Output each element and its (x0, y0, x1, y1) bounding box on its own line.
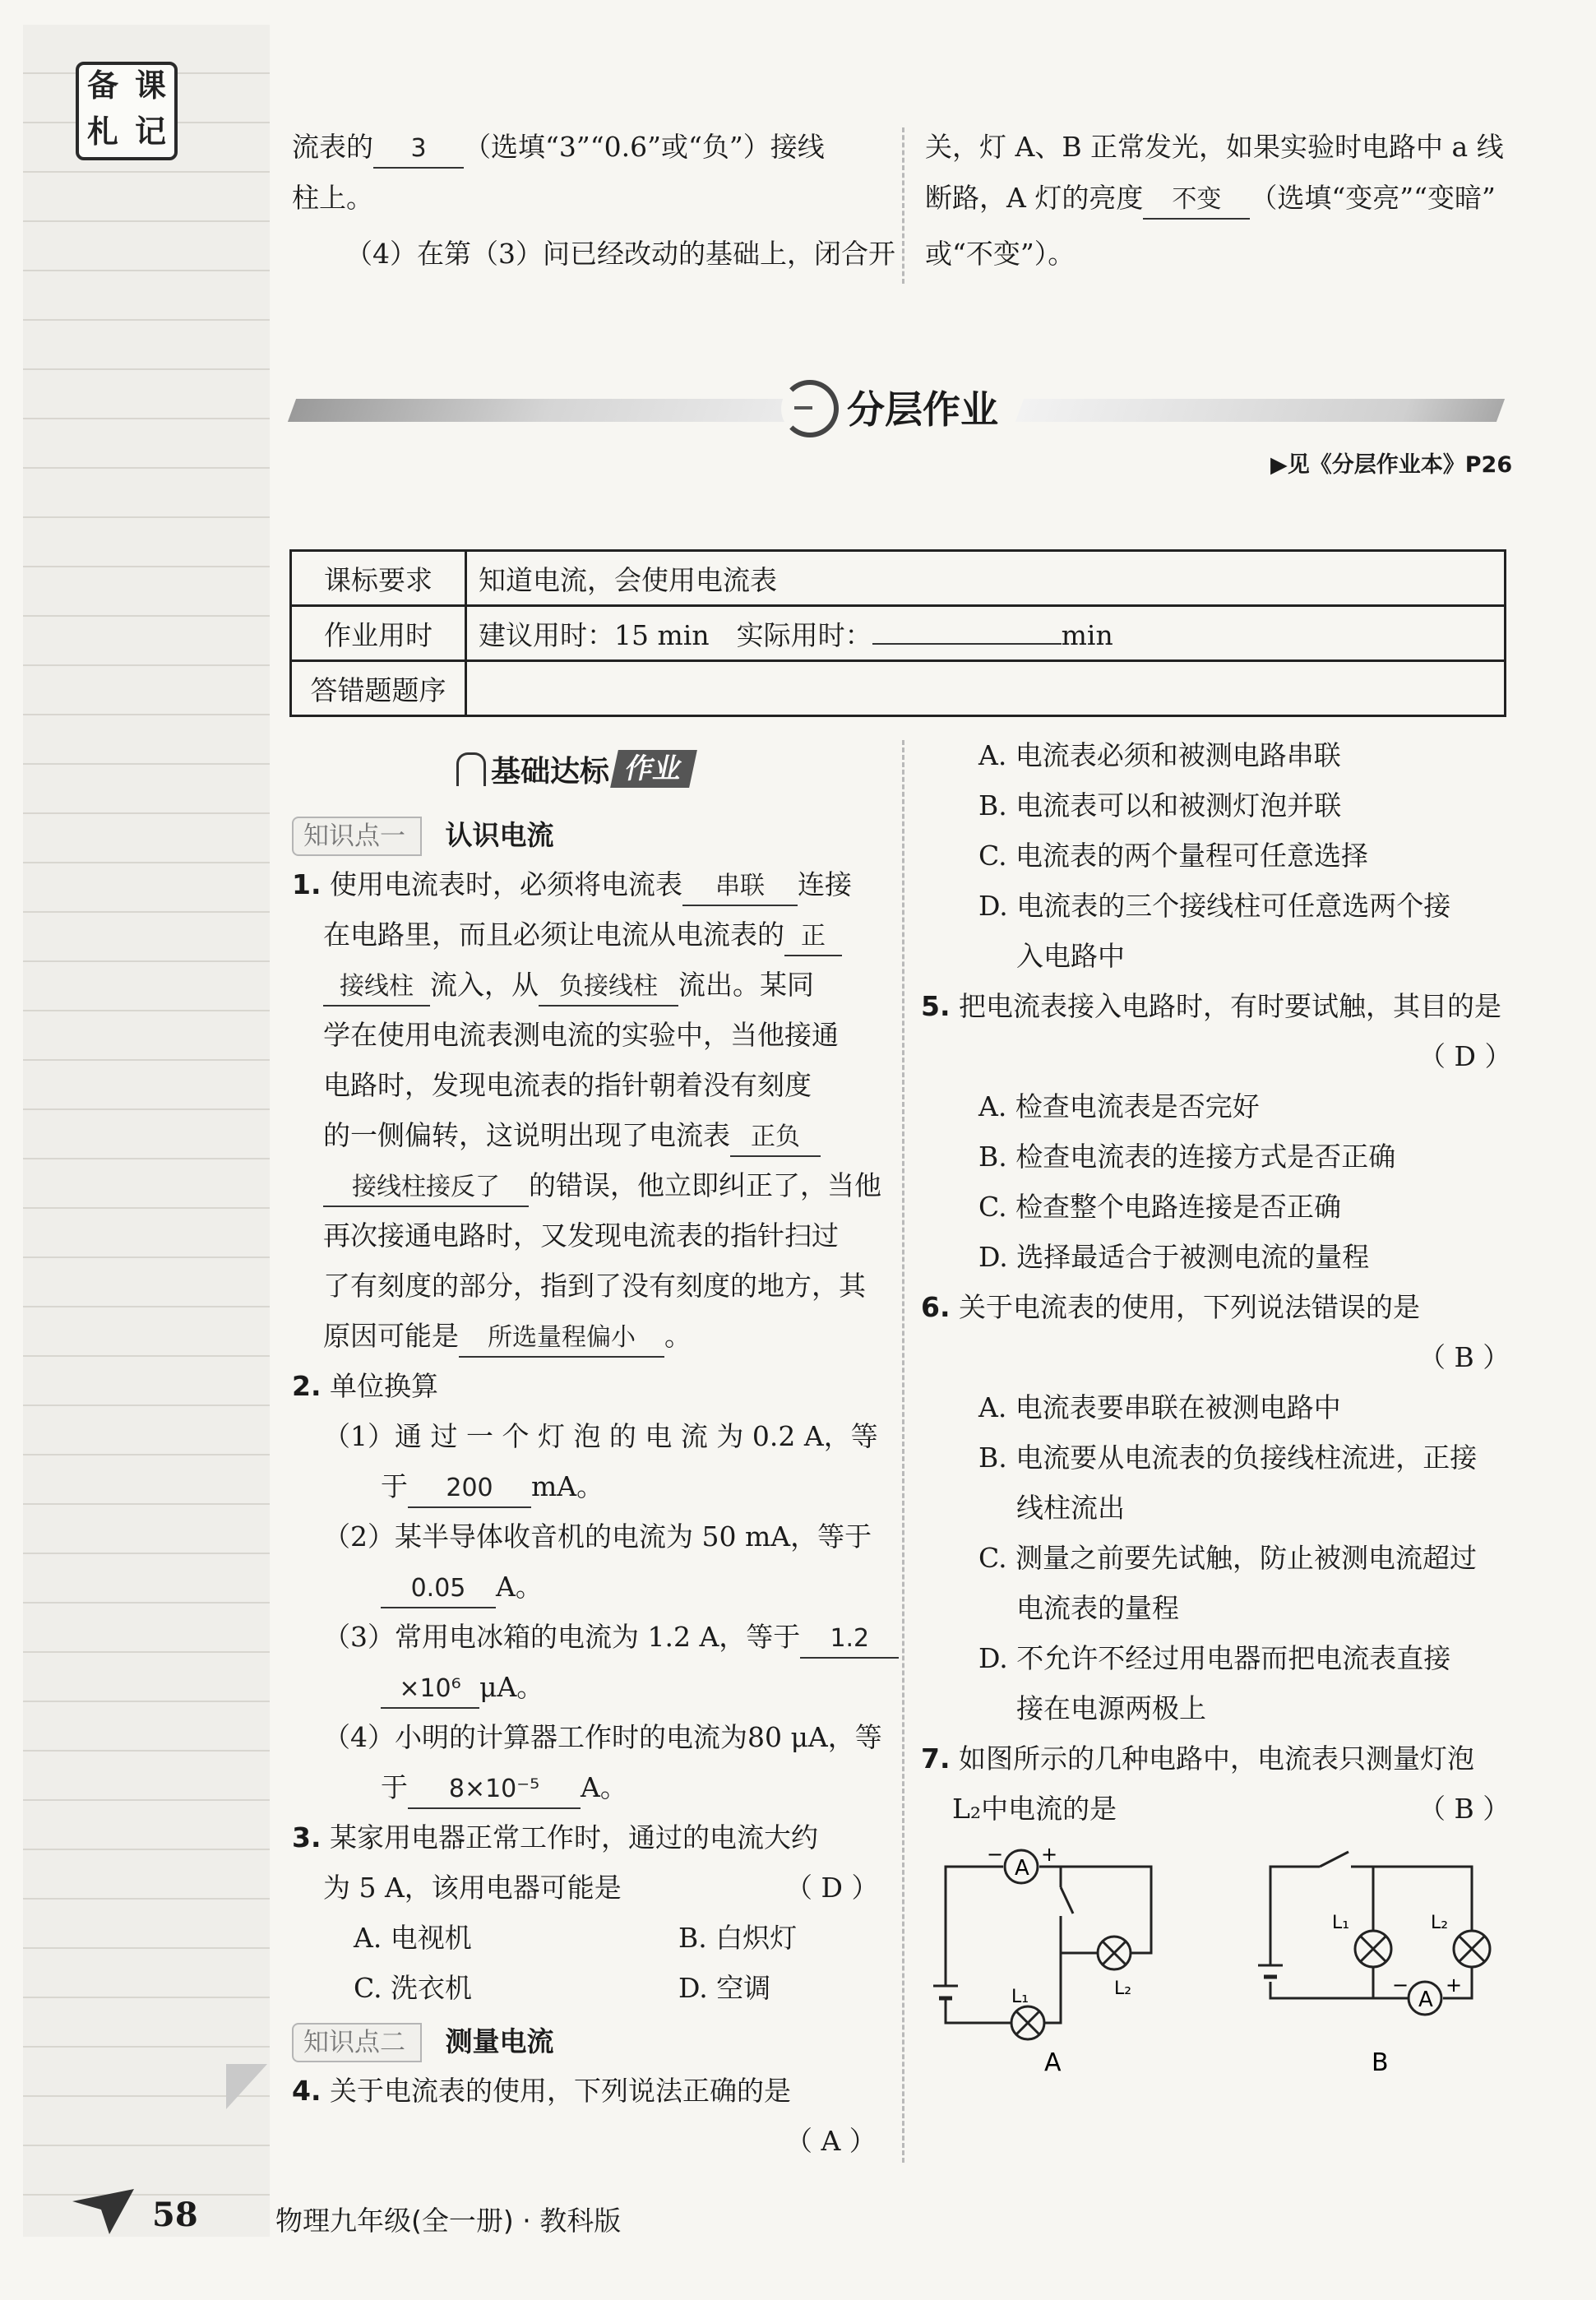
knowledge-point-1: 知识点一 认识电流 (292, 810, 554, 860)
knowledge-point-2: 知识点二 测量电流 (292, 2016, 554, 2066)
answer-bracket: （ B ） (1418, 1341, 1510, 1373)
svg-text:−: − (1392, 1974, 1409, 1997)
header-line: （4）在第（3）问已经改动的基础上，闭合开 (345, 238, 895, 270)
arrow-up-icon (456, 752, 486, 786)
svg-text:B: B (1372, 2048, 1389, 2076)
notes-sidebar (23, 25, 270, 2237)
notes-seal-logo: 备 课 札 记 (76, 62, 178, 160)
svg-text:A: A (1044, 2048, 1062, 2076)
switch-icon (1061, 1887, 1073, 1914)
option[interactable]: A. 电流表要串联在被测电路中 (978, 1391, 1341, 1423)
section-dash-icon (794, 406, 812, 410)
header-line: 流表的 3 （选填“3”“0.6”或“负”）接线 (292, 122, 825, 172)
option-continuation: 入电路中 (1016, 940, 1125, 972)
header-line: 柱上。 (292, 182, 373, 214)
option[interactable]: B. 电流要从电流表的负接线柱流进，正接 (978, 1442, 1478, 1474)
table-row (291, 606, 1506, 661)
table-row (291, 661, 1506, 716)
header-line: 断路，A 灯的亮度 不变 （选填“变亮”“变暗” (925, 173, 1496, 223)
svg-text:L₂: L₂ (1114, 1978, 1132, 1999)
switch-icon (1320, 1852, 1349, 1867)
requirement-table (289, 549, 1506, 717)
option[interactable]: D. 不允许不经过用电器而把电流表直接 (978, 1642, 1451, 1674)
title-band-right (1015, 399, 1505, 422)
svg-text:L₂: L₂ (1431, 1913, 1449, 1933)
option[interactable]: C. 测量之前要先试触，防止被测电流超过 (978, 1542, 1478, 1574)
svg-text:L₁: L₁ (1332, 1913, 1350, 1933)
answer-bracket: （ D ） (785, 1872, 879, 1904)
section-title: 分层作业 (847, 387, 998, 432)
title-band-left (288, 399, 806, 422)
answer-bracket: （ B ） (1418, 1793, 1510, 1825)
table-key: 课标要求 (291, 551, 466, 606)
option[interactable]: D. 空调 (678, 1972, 771, 2004)
answer-blank: 3 (373, 131, 464, 169)
option[interactable]: B. 白炽灯 (678, 1922, 798, 1954)
answer-bracket: （ D ） (1418, 1040, 1512, 1072)
page-number: 58 (152, 2196, 198, 2234)
option[interactable]: C. 电流表的两个量程可任意选择 (978, 840, 1369, 872)
section-reference: ▶见《分层作业本》P26 (1270, 452, 1513, 478)
svg-text:A: A (1015, 1856, 1029, 1881)
option[interactable]: D. 选择最适合于被测电流的量程 (978, 1241, 1370, 1273)
answer-blank: 不变 (1143, 182, 1250, 220)
basic-level-title: 基础达标 作业 (456, 748, 693, 789)
option[interactable]: A. 电流表必须和被测电路串联 (978, 739, 1341, 771)
option[interactable]: C. 洗衣机 (354, 1972, 473, 2004)
time-blank[interactable] (872, 618, 1062, 645)
option[interactable]: A. 电视机 (354, 1922, 472, 1954)
table-value: 知道电流，会使用电流表 (466, 551, 1506, 606)
table-row (291, 551, 1506, 606)
circuit-diagram-a (929, 1838, 1176, 2076)
option[interactable]: B. 电流表可以和被测灯泡并联 (978, 789, 1342, 821)
svg-text:+: + (1446, 1974, 1463, 1997)
table-key: 作业用时 (291, 606, 466, 661)
svg-text:+: + (1041, 1843, 1058, 1866)
option-continuation: 线柱流出 (1016, 1492, 1125, 1524)
table-value: 建议用时：15 min 实际用时： min (466, 606, 1506, 661)
option[interactable]: C. 检查整个电路连接是否正确 (978, 1191, 1342, 1223)
option[interactable]: B. 检查电流表的连接方式是否正确 (978, 1141, 1396, 1173)
circuit-diagram-b (1246, 1834, 1509, 2076)
svg-text:L₁: L₁ (1011, 1987, 1029, 2007)
page-corner-icon (72, 2189, 134, 2234)
corner-arrow-icon (226, 2064, 267, 2109)
table-key: 答错题题序 (291, 661, 466, 716)
svg-text:A: A (1418, 1988, 1433, 2012)
column-divider (902, 127, 904, 284)
header-line: 关，灯 A、B 正常发光，如果实验时电路中 a 线 (925, 131, 1504, 163)
answer-bracket: （ A ） (785, 2125, 877, 2157)
option-continuation: 接在电源两极上 (1016, 1692, 1206, 1724)
header-line: 或“不变”）。 (925, 238, 1076, 270)
table-value[interactable] (466, 661, 1506, 716)
option[interactable]: A. 检查电流表是否完好 (978, 1090, 1260, 1122)
option[interactable]: D. 电流表的三个接线柱可任意选两个接 (978, 890, 1451, 922)
book-title: 物理九年级(全一册) · 教科版 (275, 2205, 622, 2237)
svg-text:−: − (987, 1843, 1004, 1866)
option-continuation: 电流表的量程 (1016, 1592, 1179, 1624)
column-divider (902, 740, 904, 2163)
